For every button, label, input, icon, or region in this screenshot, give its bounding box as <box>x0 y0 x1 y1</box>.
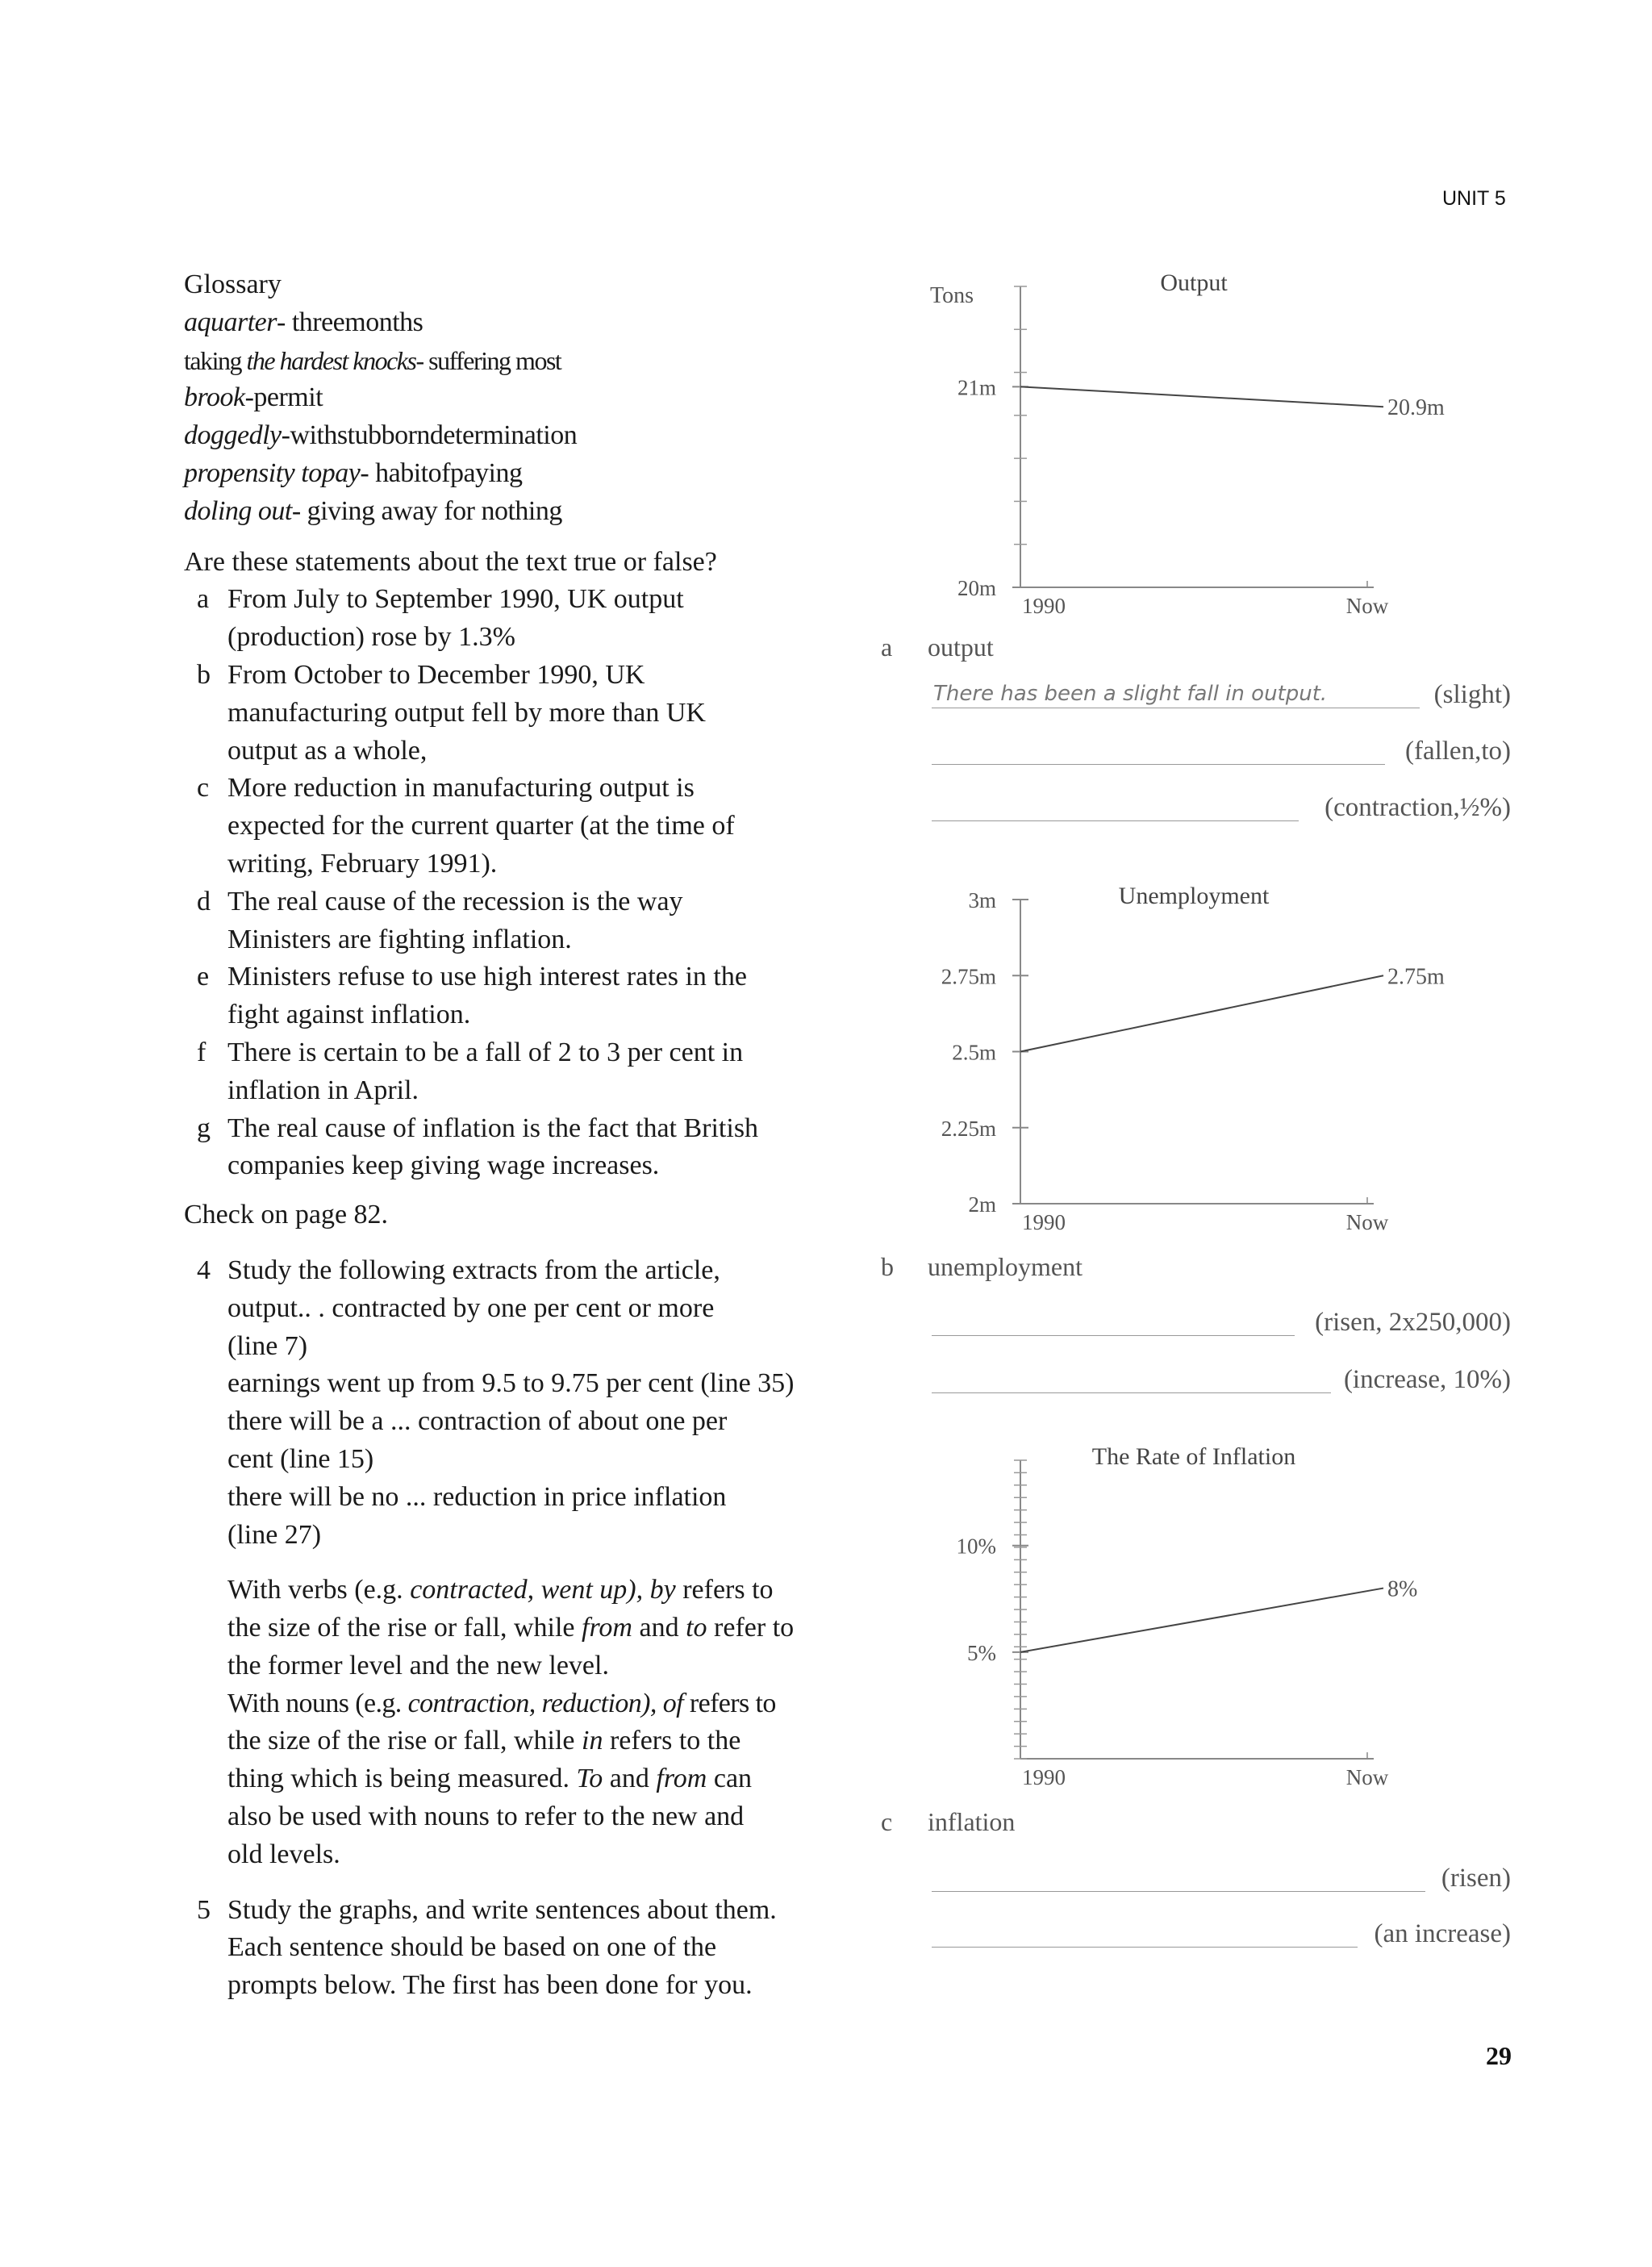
glossary-definition: -permit <box>244 382 323 413</box>
unit-label: UNIT 5 <box>1442 187 1506 210</box>
statement-a <box>184 581 821 657</box>
y-tick-label: 21m <box>957 375 996 400</box>
statement-line: manufacturing output fell by more than UK <box>227 697 706 728</box>
y-tick-label: 2m <box>968 1192 996 1217</box>
left-column <box>184 266 821 2005</box>
statement-label: a <box>197 584 210 615</box>
statement-e <box>184 958 821 1034</box>
x-tick-label: Now <box>1345 594 1389 618</box>
glossary-definition: -withstubborndetermination <box>281 420 578 451</box>
exercise-label: unemployment <box>928 1252 1083 1281</box>
y-tick-label: 2.75m <box>941 964 996 989</box>
x-tick-label: 1990 <box>1022 594 1066 618</box>
end-value-label: 8% <box>1387 1576 1418 1602</box>
data-line <box>1020 386 1383 407</box>
answer-prompt: (contraction,½%) <box>1325 793 1511 822</box>
glossary-definition: - threemonths <box>277 307 423 337</box>
unemployment-chart <box>871 875 1533 1238</box>
statement-label: f <box>197 1037 206 1067</box>
glossary-item <box>184 304 821 342</box>
chart-title: Output <box>1160 269 1228 296</box>
extract-line: there will be no ... reduction in price inflation <box>227 1481 727 1512</box>
answer-prompt: (risen, 2x250,000) <box>1315 1308 1511 1337</box>
statement-label: c <box>197 773 210 804</box>
exercise-a-heading <box>881 633 994 662</box>
statement-label: d <box>197 886 211 916</box>
exercise-c-heading <box>881 1807 1015 1837</box>
x-tick-label: 1990 <box>1022 1765 1066 1789</box>
statement-line: From July to September 1990, UK output <box>227 584 684 615</box>
extract-line: (line 27) <box>227 1519 322 1550</box>
answer-row-c1[interactable] <box>932 1860 1511 1897</box>
check-reference: Check on page 82. <box>184 1200 389 1230</box>
statement-label: g <box>197 1113 211 1143</box>
exercise-letter: a <box>881 633 893 662</box>
true-false-intro: Are these statements about the text true or false? <box>184 546 717 577</box>
end-value-label: 2.75m <box>1387 964 1445 990</box>
section-4-intro: Study the following extracts from the article, <box>227 1255 720 1285</box>
output-chart <box>871 266 1533 629</box>
chart-title: The Rate of Inflation <box>1091 1443 1296 1470</box>
y-tick-label: 5% <box>967 1640 996 1665</box>
answer-row-a3[interactable] <box>932 789 1511 826</box>
data-line <box>1020 975 1383 1051</box>
answer-row-c2[interactable] <box>932 1915 1511 1952</box>
extract-line: there will be a ... contraction of about one per <box>227 1406 728 1437</box>
exercise-label: output <box>928 633 994 662</box>
extract-line: cent (line 15) <box>227 1443 374 1474</box>
chart-title: Unemployment <box>1118 883 1270 909</box>
statement-label: b <box>197 659 211 690</box>
section-number: 4 <box>197 1255 211 1285</box>
answer-line[interactable] <box>932 764 1385 765</box>
answer-line[interactable] <box>932 1392 1331 1393</box>
section-5 <box>184 1892 821 2005</box>
section-5-line: Each sentence should be based on one of the <box>227 1932 717 1963</box>
exercise-letter: c <box>881 1807 893 1836</box>
statement-line: Ministers refuse to use high interest rates in the <box>227 962 747 992</box>
extract-line: output.. . contracted by one per cent or more <box>227 1292 715 1323</box>
statement-c <box>184 770 821 883</box>
glossary-term: doggedly <box>184 420 282 451</box>
statement-line: writing, February 1991). <box>227 848 498 879</box>
glossary-item <box>184 379 821 417</box>
statement-line: There is certain to be a fall of 2 to 3 per cent in <box>227 1037 744 1067</box>
glossary-item <box>184 455 821 493</box>
section-4 <box>184 1252 821 1874</box>
statement-line: The real cause of the recession is the way <box>227 886 683 916</box>
answer-line[interactable] <box>932 1947 1358 1948</box>
x-tick-label: 1990 <box>1022 1210 1066 1234</box>
glossary-definition: - suffering most <box>415 345 561 375</box>
statement-line: Ministers are fighting inflation. <box>227 924 572 954</box>
true-false-list <box>184 581 821 1185</box>
statement-d <box>184 883 821 959</box>
glossary-term: the hardest knocks <box>246 345 416 375</box>
y-tick-label: 10% <box>956 1534 996 1559</box>
end-value-label: 20.9m <box>1387 395 1445 421</box>
glossary-item <box>184 417 821 455</box>
answer-line[interactable] <box>932 820 1299 821</box>
unemployment-chart-svg <box>871 875 1533 1238</box>
answer-prompt: (increase, 10%) <box>1343 1365 1511 1394</box>
section-number: 5 <box>197 1894 211 1925</box>
glossary-list <box>184 304 821 531</box>
glossary-term: brook <box>184 382 245 413</box>
statement-line: More reduction in manufacturing output is <box>227 773 695 804</box>
glossary-title: Glossary <box>184 269 282 299</box>
grammar-note-nouns: With nouns (e.g. contraction, reduction), of refers to the size of the rise or fall, while in refers to the thing which is being measured. To and from can also be used with nouns to refer to the new and old levels. <box>227 1688 776 1869</box>
exercise-b-heading <box>881 1252 1083 1282</box>
answer-prompt: (risen) <box>1441 1864 1511 1893</box>
answer-prompt: (slight) <box>1433 680 1511 709</box>
answer-prompt: (fallen,to) <box>1404 737 1511 766</box>
statement-b <box>184 657 821 770</box>
glossary-term: doling out <box>184 495 292 526</box>
statement-label: e <box>197 962 210 992</box>
y-tick-label: 3m <box>968 888 996 912</box>
statement-line: fight against inflation. <box>227 1000 471 1030</box>
section-5-line: Study the graphs, and write sentences about them. <box>227 1894 777 1925</box>
extract-line: (line 7) <box>227 1330 308 1361</box>
answer-line[interactable] <box>932 1335 1295 1336</box>
page-number: 29 <box>1486 2041 1512 2070</box>
glossary-definition: - habitofpaying <box>360 457 523 488</box>
grammar-note-verbs: With verbs (e.g. contracted, went up), by refers to the size of the rise or fall, while from and to refer to the former level and the new level. <box>227 1575 795 1680</box>
data-line <box>1020 1589 1383 1652</box>
glossary-term: propensity topay <box>184 457 361 488</box>
answer-row-b1[interactable] <box>932 1304 1511 1341</box>
statement-f <box>184 1034 821 1110</box>
answer-row-a2[interactable] <box>932 733 1511 770</box>
y-tick-label: 2.5m <box>952 1040 996 1065</box>
glossary-item: taking the hardest knocks- suffering most <box>184 345 561 375</box>
x-tick-label: Now <box>1345 1765 1389 1789</box>
exercise-letter: b <box>881 1252 894 1281</box>
statement-line: companies keep giving wage increases. <box>227 1150 660 1181</box>
statement-g <box>184 1110 821 1186</box>
y-tick-label: 20m <box>957 576 996 600</box>
inflation-chart-svg <box>871 1436 1533 1799</box>
answer-row-b2[interactable] <box>932 1361 1511 1398</box>
answer-row-a1[interactable] <box>932 676 1511 713</box>
glossary-term: aquarter <box>184 307 277 337</box>
exercise-label: inflation <box>928 1807 1016 1836</box>
example-answer: There has been a slight fall in output. <box>933 682 1328 706</box>
answer-line[interactable] <box>932 1891 1425 1892</box>
x-tick-label: Now <box>1345 1210 1389 1234</box>
y-tick-label: 2.25m <box>941 1116 996 1141</box>
glossary-definition: - giving away for nothing <box>291 495 562 526</box>
statement-line: expected for the current quarter (at the time of <box>227 811 735 841</box>
glossary-item <box>184 493 821 531</box>
y-axis-label: Tons <box>929 283 974 308</box>
statement-line: (production) rose by 1.3% <box>227 622 515 653</box>
extract-line: earnings went up from 9.5 to 9.75 per cent (line 35) <box>227 1368 795 1399</box>
answer-prompt: (an increase) <box>1374 1919 1511 1948</box>
output-chart-svg <box>871 266 1533 629</box>
statement-line: inflation in April. <box>227 1075 419 1105</box>
statement-line: output as a whole, <box>227 735 428 766</box>
statement-line: The real cause of inflation is the fact that British <box>227 1113 759 1143</box>
inflation-chart <box>871 1436 1533 1799</box>
statement-line: From October to December 1990, UK <box>227 659 645 690</box>
section-5-line: prompts below. The first has been done for you. <box>227 1970 753 2001</box>
